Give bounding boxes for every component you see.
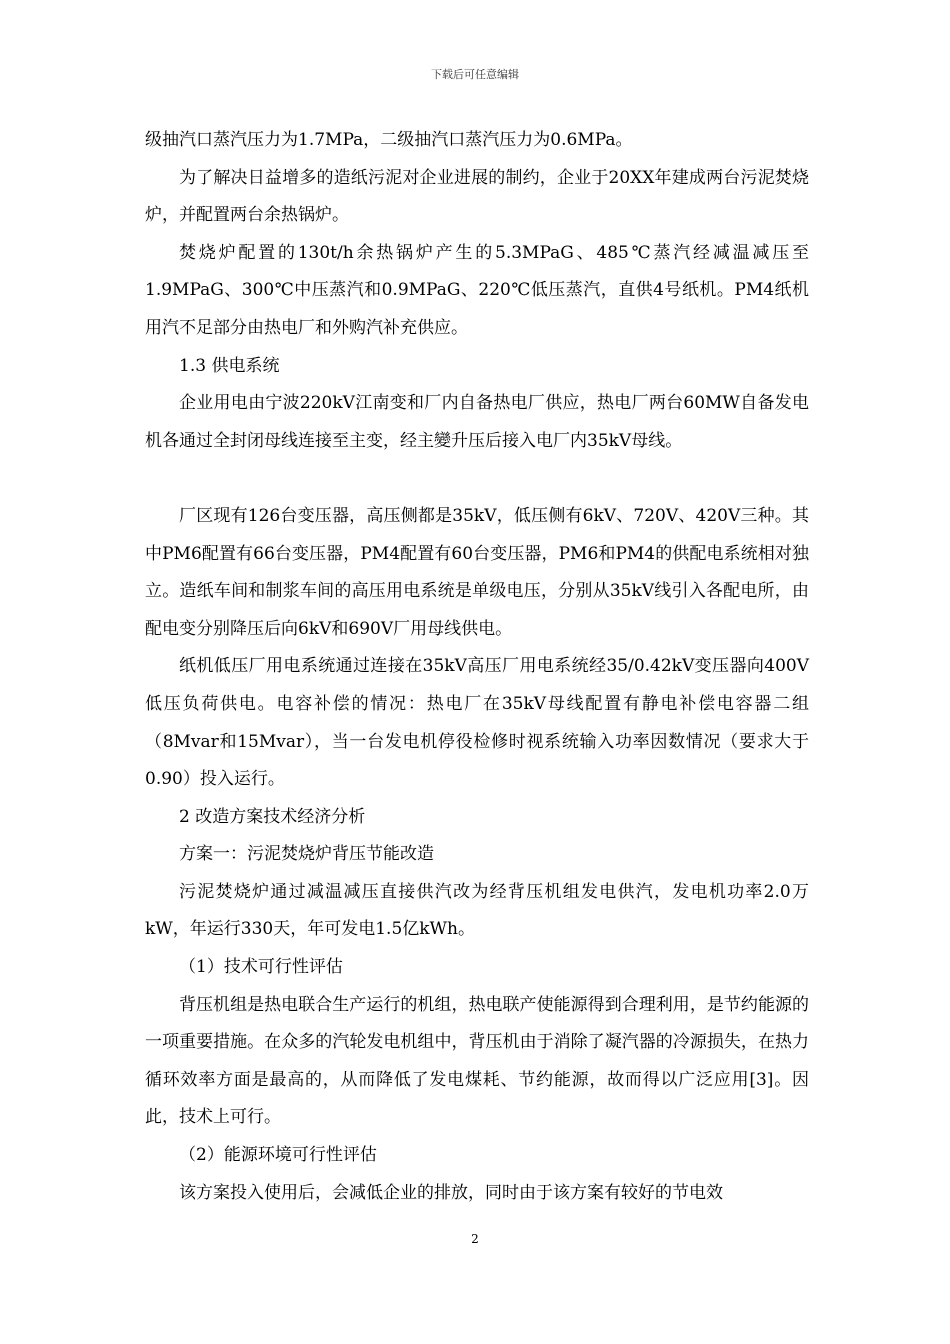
paragraph: 方案一：污泥焚烧炉背压节能改造 — [179, 844, 434, 865]
paragraph: 级抽汽口蒸汽压力为1.7MPa，二级抽汽口蒸汽压力为0.6MPa。 — [145, 130, 633, 150]
paragraph: 污泥焚烧炉通过减温减压直接供汽改为经背压机组发电供汽，发电机功率2.0万kW，年运行330天，年可发电1.5亿kWh。 — [145, 881, 809, 940]
paragraph: 企业用电由宁波220kV江南变和厂内自备热电厂供应，热电厂两台60MW自备发电机各通过全封闭母线连接至主变，经主變升压后接入电厂内35kV母线。 — [145, 393, 809, 451]
paragraph: 该方案投入使用后，会减低企业的排放，同时由于该方案有较好的节电效 — [179, 1182, 723, 1203]
paragraph: 焚烧炉配置的130t/h余热锅炉产生的5.3MPaG、485℃蒸汽经减温减压至1.9MPaG、300℃中压蒸汽和0.9MPaG、220℃低压蒸汽，直供4号纸机。PM4纸机用汽不足部分由热电厂和外购汽补充供应。 — [145, 242, 809, 338]
paragraph: 厂区现有126台变压器，高压侧都是35kV，低压侧有6kV、720V、420V三种。其中PM6配置有66台变压器，PM4配置有60台变压器，PM6和PM4的供配电系统相对独立。造纸车间和制浆车间的高压用电系统是单级电压，分别从35kV线引入各配电所，由配电变分别降压后向6kV和690V厂用母线供电。 — [145, 505, 809, 639]
paragraph: 1.3 供电系统 — [179, 355, 280, 376]
paragraph: 纸机低压厂用电系统通过连接在35kV高压厂用电系统经35/0.42kV变压器向400V低压负荷供电。电容补偿的情况：热电厂在35kV母线配置有静电补偿电容器二组（8Mvar和15Mvar），当一台发电机停役检修时视系统输入功率因数情况（要求大于0.90）投入运行。 — [145, 656, 809, 790]
paragraph: 背压机组是热电联合生产运行的机组，热电联产使能源得到合理利用，是节约能源的一项重要措施。在众多的汽轮发电机组中，背压机由于消除了凝汽器的冷源损失，在热力循环效率方面是最高的，从而降低了发电煤耗、节约能源，故而得以广泛应用[3]。因此，技术上可行。 — [145, 994, 809, 1128]
page-header: 下载后可任意编辑 — [431, 68, 519, 81]
document-body — [145, 122, 809, 1212]
blank-line — [145, 460, 809, 498]
paragraph: （1）技术可行性评估 — [179, 957, 343, 978]
paragraph: （2）能源环境可行性评估 — [179, 1145, 377, 1166]
paragraph: 为了解决日益增多的造纸污泥对企业进展的制约，企业于20XX年建成两台污泥焚烧炉，并配置两台余热锅炉。 — [145, 167, 809, 226]
page-number: 2 — [471, 1232, 479, 1246]
paragraph: 2 改造方案技术经济分析 — [179, 806, 366, 827]
